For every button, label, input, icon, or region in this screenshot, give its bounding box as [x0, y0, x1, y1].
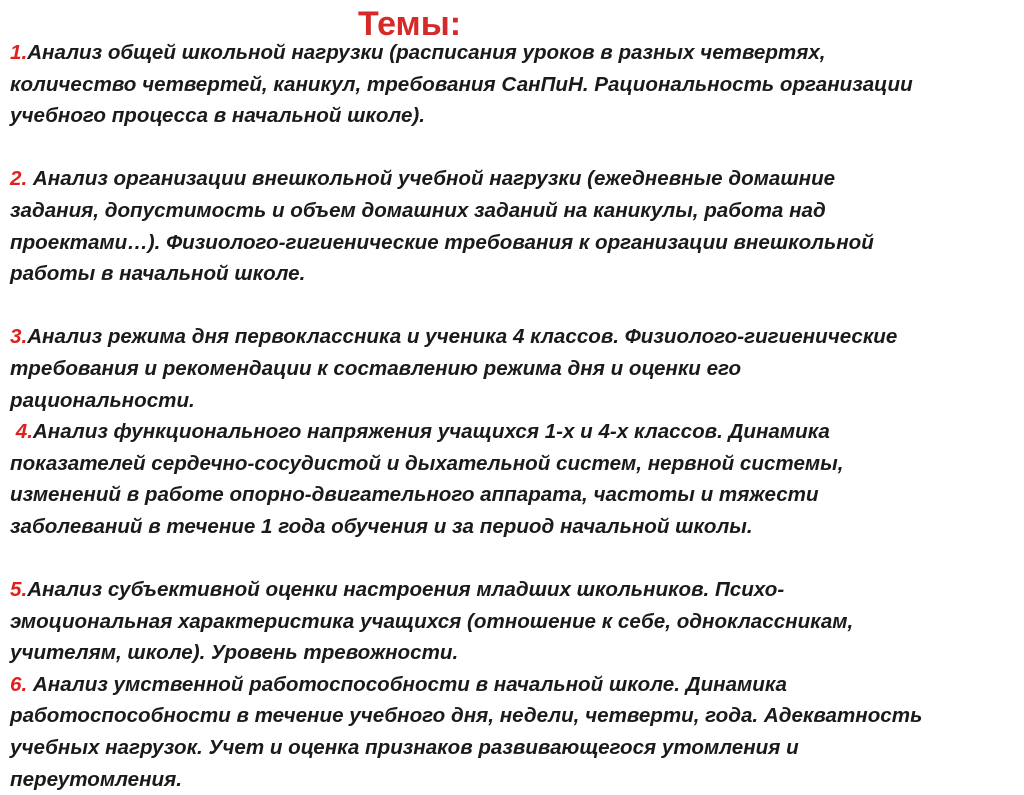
topic-text: Анализ режима дня первоклассника и ученика 4 классов. Физиолого-гигиенические требования и рекомендации к составлению режима дня и оценки его рациональности.	[10, 325, 898, 412]
spacer	[10, 543, 1010, 575]
topic-number: 3.	[10, 325, 28, 349]
topic-text: Анализ организации внешкольной учебной нагрузки (ежедневные домашние задания, допустимость и объем домашних заданий на каникулы, работа над проектами…). Физиолого-гигиенические требования к организации внешкольной работы в начальной школе.	[10, 167, 874, 286]
topic-text: Анализ общей школьной нагрузки (расписания уроков в разных четвертях, количество четвертей, каникул, требования СанПиН. Рациональность организации учебного процесса в начальной школе).	[10, 41, 913, 128]
spacer	[10, 290, 1010, 322]
spacer	[10, 132, 1010, 164]
topic-number: 1.	[10, 41, 28, 64]
topic-number: 4.	[15, 420, 33, 444]
topic-text: Анализ умственной работоспособности в начальной школе. Динамика работоспособности в течение учебного дня, недели, четверти, года. Адекватность учебных нагрузок. Учет и оценка признаков развивающегося утомления и переутомления.	[10, 672, 923, 791]
topic-number: 5.	[10, 578, 28, 602]
topic-number: 6.	[10, 672, 28, 696]
topic-number: 2.	[10, 167, 28, 191]
page-title: Темы:	[358, 5, 462, 43]
topic-1	[10, 37, 1010, 132]
topics-list	[10, 37, 1010, 795]
topic-5	[10, 574, 1010, 669]
topic-4	[10, 416, 1010, 542]
topic-text: Анализ субъективной оценки настроения младших школьников. Психо- эмоциональная характеристика учащихся (отношение к себе, одноклассникам, учителям, школе). Уровень тревожности.	[10, 578, 854, 665]
topic-2	[10, 163, 1010, 289]
topic-3	[10, 321, 1010, 416]
topic-text: Анализ функционального напряжения учащихся 1-х и 4-х классов. Динамика показателей сердечно-сосудистой и дыхательной систем, нервной системы, изменений в работе опорно-двигательного аппарата, частоты и тяжести заболеваний в течение 1 года обучения и за период начальной школы.	[10, 420, 844, 538]
topic-6	[10, 669, 1010, 795]
